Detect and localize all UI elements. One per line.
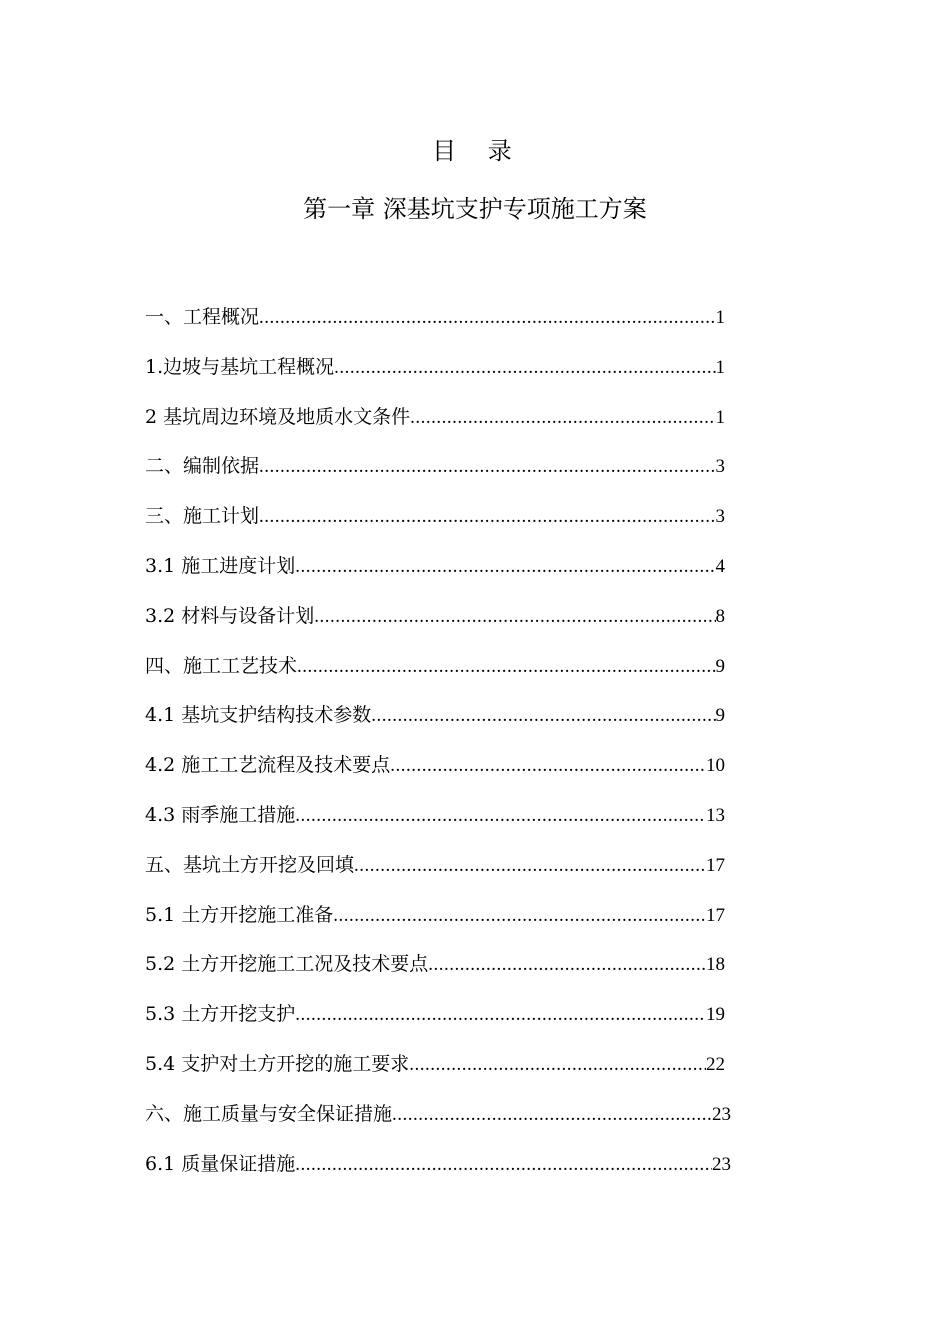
- toc-leader-dots: [392, 1100, 712, 1130]
- toc-entry-page: 19: [706, 1004, 725, 1026]
- toc-entry-label: 二、编制依据: [145, 455, 260, 478]
- toc-entry-label: 三、施工计划: [145, 505, 260, 528]
- toc-entry[interactable]: [145, 850, 725, 900]
- toc-entry-page: 17: [706, 854, 725, 876]
- toc-entry-page: 9: [715, 655, 725, 677]
- toc-entry-page: 18: [706, 954, 725, 976]
- toc-entry[interactable]: [145, 999, 725, 1049]
- toc-entry[interactable]: [145, 949, 725, 999]
- toc-entry[interactable]: [145, 1149, 731, 1199]
- toc-entry[interactable]: [145, 501, 725, 551]
- toc-entry-page: 3: [715, 456, 725, 478]
- toc-leader-dots: [428, 950, 706, 980]
- toc-entry-label: 4.2 施工工艺流程及技术要点: [145, 754, 391, 777]
- toc-entry-page: 4: [715, 555, 725, 577]
- toc-entry-page: 1: [715, 406, 725, 428]
- page-title: 目 录: [432, 137, 524, 165]
- toc-entry-label: 3.2 材料与设备计划: [145, 604, 315, 627]
- toc-entry[interactable]: [145, 601, 725, 651]
- toc-entry-label: 四、施工工艺技术: [145, 654, 298, 677]
- toc-entry[interactable]: [145, 551, 725, 601]
- toc-entry-label: 5.3 土方开挖支护: [145, 1003, 296, 1026]
- toc-entry[interactable]: [145, 352, 725, 402]
- toc-entry-label: 五、基坑土方开挖及回填: [145, 853, 355, 876]
- toc-leader-dots: [371, 701, 715, 731]
- toc-entry[interactable]: [145, 800, 725, 850]
- toc-entry[interactable]: [145, 750, 725, 800]
- toc-leader-dots: [297, 652, 715, 682]
- toc-leader-dots: [333, 901, 706, 931]
- toc-leader-dots: [259, 452, 715, 482]
- toc-leader-dots: [314, 602, 715, 632]
- toc-entry-label: 4.3 雨季施工措施: [145, 803, 296, 826]
- toc-entry-label: 六、施工质量与安全保证措施: [145, 1102, 393, 1125]
- toc-entry-label: 2 基坑周边环境及地质水文条件: [145, 405, 411, 428]
- toc-entry-page: 17: [706, 904, 725, 926]
- toc-entry-label: 5.2 土方开挖施工工况及技术要点: [145, 953, 429, 976]
- toc-entry[interactable]: [145, 302, 725, 352]
- toc-leader-dots: [334, 353, 715, 383]
- toc-entry-label: 6.1 质量保证措施: [145, 1152, 296, 1175]
- chapter-title: 第一章 深基坑支护专项施工方案: [303, 195, 647, 223]
- toc-leader-dots: [295, 1150, 712, 1180]
- toc-entry[interactable]: [145, 402, 725, 452]
- toc-leader-dots: [354, 851, 706, 881]
- toc-entry-page: 3: [715, 506, 725, 528]
- toc-entry[interactable]: [145, 651, 725, 701]
- toc-leader-dots: [295, 552, 715, 582]
- toc-entry-page: 13: [706, 804, 725, 826]
- toc-entry-page: 9: [715, 705, 725, 727]
- toc-entry-page: 10: [706, 755, 725, 777]
- toc-entry-page: 1: [715, 356, 725, 378]
- toc-entry[interactable]: [145, 451, 725, 501]
- toc-entry[interactable]: [145, 900, 725, 950]
- table-of-contents: [145, 302, 731, 1198]
- toc-leader-dots: [259, 502, 715, 532]
- toc-entry-page: 23: [712, 1153, 731, 1175]
- toc-entry[interactable]: [145, 1099, 731, 1149]
- toc-leader-dots: [410, 403, 715, 433]
- toc-entry[interactable]: [145, 700, 725, 750]
- toc-entry-label: 5.1 土方开挖施工准备: [145, 903, 334, 926]
- toc-entry-page: 22: [706, 1053, 725, 1075]
- toc-entry-label: 1.边坡与基坑工程概况: [145, 355, 335, 378]
- toc-entry-page: 8: [715, 605, 725, 627]
- toc-entry-label: 5.4 支护对土方开挖的施工要求: [145, 1052, 410, 1075]
- toc-entry-page: 1: [715, 307, 725, 328]
- toc-entry-label: 4.1 基坑支护结构技术参数: [145, 704, 372, 727]
- toc-leader-dots: [295, 1000, 706, 1030]
- toc-entry-label: 一、工程概况: [145, 306, 260, 328]
- toc-entry[interactable]: [145, 1049, 725, 1099]
- toc-entry-label: 3.1 施工进度计划: [145, 554, 296, 577]
- toc-leader-dots: [409, 1050, 706, 1080]
- toc-leader-dots: [259, 303, 715, 333]
- toc-leader-dots: [295, 801, 706, 831]
- toc-entry-page: 23: [712, 1103, 731, 1125]
- toc-leader-dots: [390, 751, 706, 781]
